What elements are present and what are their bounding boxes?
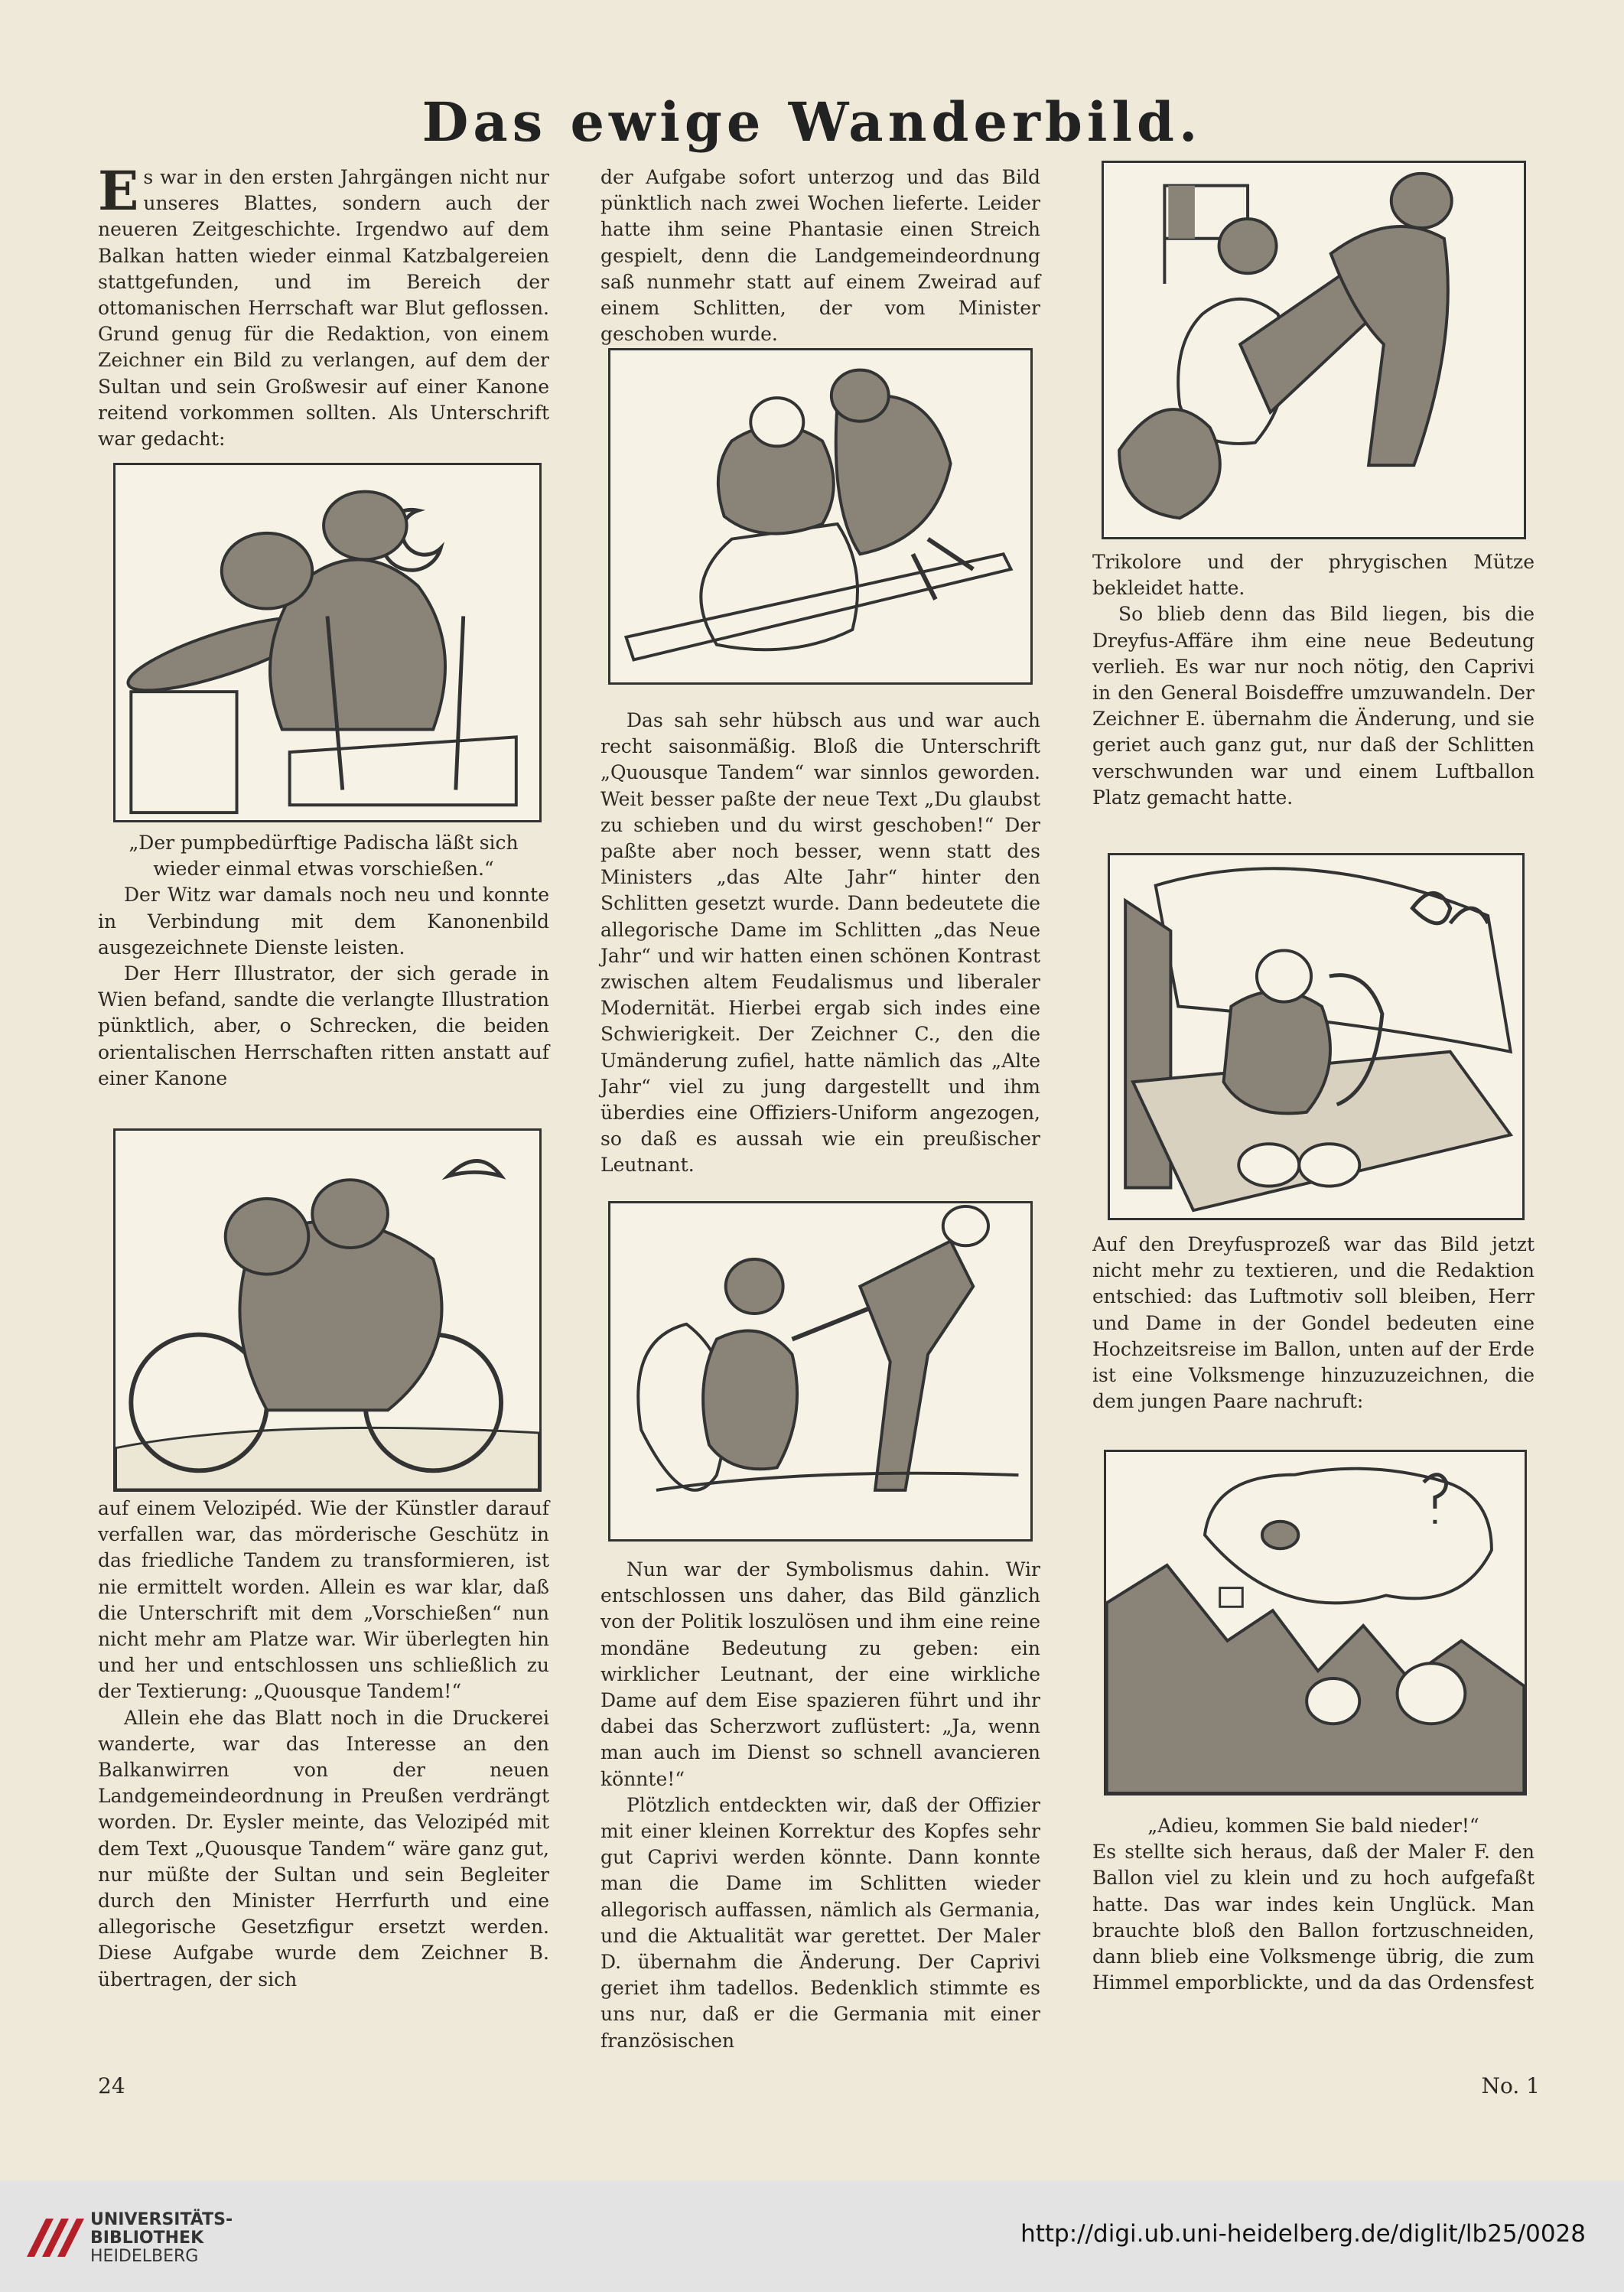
issue-number: No. 1 — [1481, 2073, 1540, 2098]
page-number: 24 — [98, 2073, 125, 2098]
paragraph: Plötzlich entdeckten wir, daß der Offizier mit einer kleinen Korrektur des Kopfes sehr gut Caprivi werden könnte. Dann konnte man die Dame im Schlitten wieder allegorisch auffassen, nämlich als Germania, und die Aktualität war gerettet. Der Maler D. übernahm die Änderung. Der Caprivi geriet ihm tadellos. Bedenklich stimmte es uns nur, daß er die Germania mit einer französischen — [600, 1793, 1040, 2052]
illustration-velocipede — [113, 1128, 542, 1492]
paragraph: Auf den Dreyfusprozeß war das Bild jetzt nicht mehr zu textieren, und die Redaktion entschied: das Luftmotiv soll bleiben, Herr und Dame in der Gondel bedeuten eine Hochzeitsreise im Ballon, unten auf der Erde ist eine Volksmenge hinzuzuzeichnen, die dem jungen Paare nachruft: — [1092, 1233, 1535, 1413]
cannon-drawing — [116, 465, 539, 820]
illustration-lieutenant-ice — [608, 1201, 1033, 1542]
illustration-sleigh-minister — [608, 348, 1033, 685]
article-title: Das ewige Wanderbild. — [421, 90, 1203, 154]
column-1-top — [98, 159, 549, 452]
paragraph: Nun war der Symbolismus dahin. Wir entschlossen uns daher, das Bild gänzlich von der Politik loszulösen und ihm eine reine mondäne Bedeutung zu geben: ein wirklicher Leutnant, der eine wirkliche Dame auf dem Eise spazieren führt und ihr dabei das Scherzwort zuflüstert: „Ja, wenn man auch im Dienst so schnell avancieren könnte!“ — [600, 1558, 1040, 1790]
library-name-line: BIBLIOTHEK — [90, 2229, 204, 2248]
column-3-top — [1092, 549, 1535, 811]
illustration-sultan-cannon — [113, 463, 542, 822]
balloon-drawing — [1110, 855, 1522, 1218]
permalink-url[interactable]: http://digi.ub.uni-heidelberg.de/diglit/lb25/0028 — [1020, 2220, 1586, 2248]
paragraph: Es war in den ersten Jahrgängen nicht nur unseres Blattes, sondern auch der neueren Zeitgeschichte. Irgendwo auf dem Balkan hatten wieder einmal Katzbalgereien stattgefunden, und im Bereich der ottomanischen Herrschaft war Blut geflossen. Grund genug für die Redaktion, von einem Zeichner ein Bild zu verlangen, auf dem der Sultan und sein Großwesir auf einer Kanone reitend vorkommen sollten. Als Unterschrift war gedacht: — [98, 159, 549, 451]
column-3-middle — [1092, 1232, 1535, 1415]
column-2-top — [600, 164, 1040, 347]
paragraph: Der Herr Illustrator, der sich gerade in Wien befand, sandte die verlangte Illustration pünktlich, aber, o Schrecken, die beiden orientalischen Herrschaften ritten anstatt auf einer Kanone — [98, 962, 549, 1089]
column-2-middle — [600, 708, 1040, 1179]
column-1-bottom — [98, 1496, 549, 1993]
illustration-germania-caprivi — [1102, 161, 1526, 539]
velocipede-drawing — [116, 1131, 539, 1489]
paragraph: So blieb denn das Bild liegen, bis die Dreyfus-Affäre ihm eine neue Bedeutung verlieh. Es war nur noch nötig, den Caprivi in den General Boisdeffre umzuwandeln. Der Zeichner E. übernahm die Änderung, und sie geriet auch ganz gut, nur daß der Schlitten verschwunden war und einem Luftballon Platz gemacht hatte. — [1092, 603, 1535, 809]
column-2-bottom — [600, 1557, 1040, 2054]
paragraph: Allein ehe das Blatt noch in die Druckerei wanderte, war das Interesse an den Balkanwirren von der neuen Landgemeindeordnung in Preußen verdrängt worden. Dr. Eysler meinte, das Velozipéd mit dem Text „Quousque Tandem“ wäre ganz gut, nur müßte der Sultan und sein Begleiter durch den Minister Herrfurth und eine allegorische Gesetzfigur ersetzt werden. Diese Aufgabe wurde dem Zeichner B. übertragen, der sich — [98, 1706, 549, 1991]
library-name-line: UNIVERSITÄTS- — [90, 2210, 233, 2229]
paragraph: Der Witz war damals noch neu und konnte in Verbindung mit dem Kanonenbild ausgezeichnete Dienste leisten. — [98, 884, 549, 959]
paragraph: auf einem Velozipéd. Wie der Künstler darauf verfallen war, das mörderische Geschütz in das friedliche Tandem zu transformieren, ist nie ermittelt worden. Allein es war klar, daß die Unterschrift mit dem „Vorschießen“ nun nicht mehr am Platze war. Wir überlegten hin und her und entschlossen uns schließlich zu der Textierung: „Quousque Tandem!“ — [98, 1497, 549, 1703]
library-name-line: HEIDELBERG — [90, 2247, 199, 2266]
illustration-crowd — [1104, 1450, 1527, 1796]
figure-caption: „Der pumpbedürftige Padischa läßt sich wieder einmal etwas vorschießen.“ — [129, 832, 519, 881]
paragraph: der Aufgabe sofort unterzog und das Bild pünktlich nach zwei Wochen lieferte. Leider hatte ihm seine Phantasie einen Streich gespielt, denn die Landgemeindeordnung saß nunmehr statt auf einem Zweirad auf einem Schlitten, der vom Minister geschoben wurde. — [600, 166, 1040, 346]
illustration-balloon — [1108, 853, 1525, 1220]
lieutenant-drawing — [610, 1203, 1030, 1539]
paragraph: Das sah sehr hübsch aus und war auch recht saisonmäßig. Bloß die Unterschrift „Quousque Tandem“ war sinnlos geworden. Weit besser paßte der neue Text „Du glaubst zu schieben und du wirst geschoben!“ Der paßte aber noch besser, wenn statt des Ministers „das Alte Jahr“ hinter den Schlitten gesetzt wurde. Dann bedeutete die allegorische Dame im Schlitten „das Neue Jahr“ und wir hatten einen schönen Kontrast zwischen altem Feudalismus und liberaler Modernität. Hierbei ergab sich indes eine Schwierigkeit. Der Zeichner C., den die Umänderung zufiel, hatte nämlich das „Alte Jahr“ viel zu jung dargestellt und ihm überdies eine Offiziers-Uniform angezogen, so daß es aussah wie ein preußischer Leutnant. — [600, 709, 1040, 1177]
paragraph: Es stellte sich heraus, daß der Maler F. den Ballon viel zu klein und zu hoch aufgefaßt hatte. Das war indes kein Unglück. Man brauchte bloß den Ballon fortzuschneiden, dann blieb eine Volksmenge übrig, die zum Himmel emporblickte, und da das Ordensfest — [1092, 1841, 1535, 1994]
column-1-middle — [98, 830, 549, 1092]
library-footer — [0, 2180, 1624, 2292]
library-logo-icon[interactable] — [23, 2215, 84, 2261]
crowd-drawing — [1106, 1452, 1525, 1793]
paragraph: Trikolore und der phrygischen Mütze bekleidet hatte. — [1092, 551, 1535, 600]
drop-cap: E — [98, 159, 139, 223]
figure-caption: „Adieu, kommen Sie bald nieder!“ — [1147, 1815, 1479, 1837]
column-3-bottom — [1092, 1813, 1535, 1996]
germania-drawing — [1104, 163, 1524, 537]
sleigh-drawing — [610, 350, 1030, 682]
library-name — [90, 2211, 233, 2266]
